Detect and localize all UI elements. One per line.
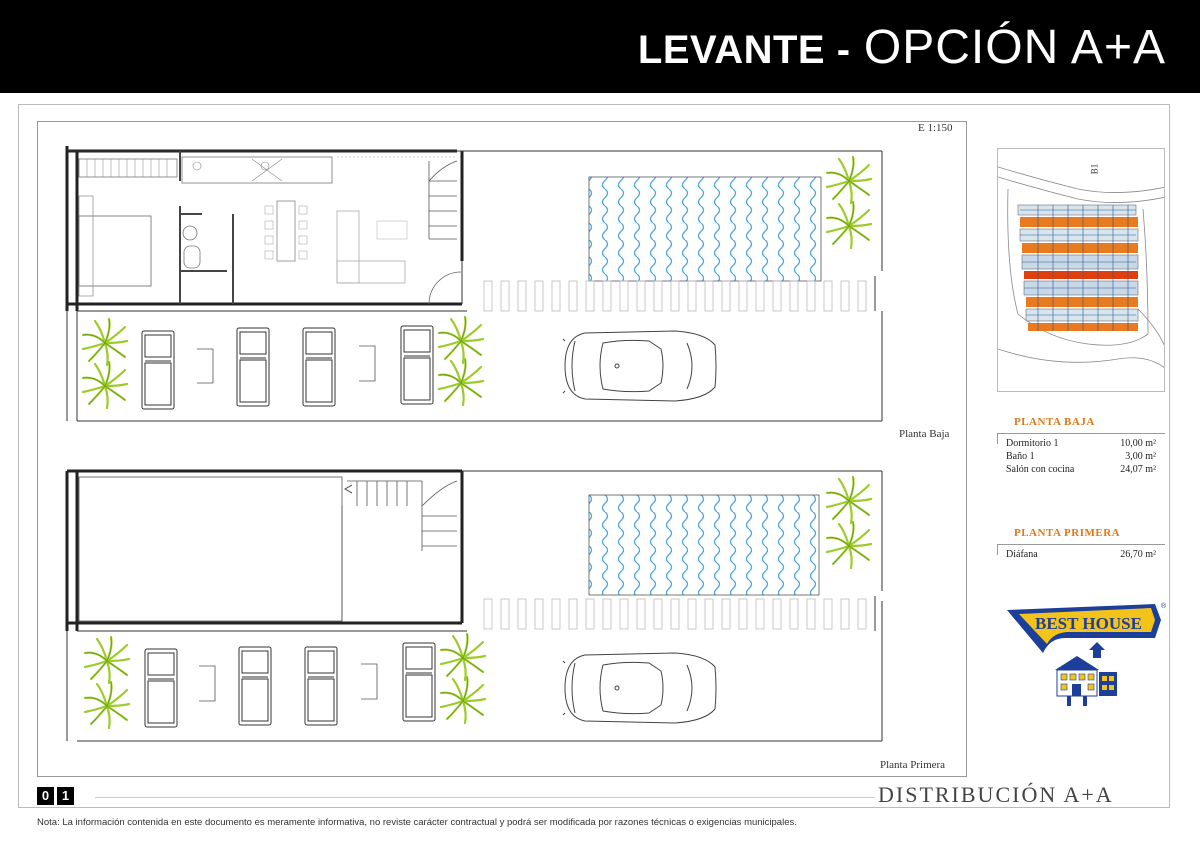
- logo-text: BEST HOUSE: [1035, 614, 1142, 633]
- page-digit: 0: [37, 787, 54, 805]
- ground-floor-label: Planta Baja: [899, 428, 950, 440]
- ground-floor-areas-title: PLANTA BAJA: [1014, 416, 1095, 428]
- floor-plan-drawing: [37, 121, 967, 777]
- divider-tick: [997, 545, 998, 555]
- divider-tick: [997, 434, 998, 444]
- first-floor-areas-title: PLANTA PRIMERA: [1014, 527, 1121, 539]
- ground-floor-plan: [67, 146, 882, 421]
- page-digit: 1: [57, 787, 74, 805]
- scale-label: E 1:150: [918, 122, 953, 134]
- best-house-logo: [1005, 598, 1170, 713]
- area-name: Baño 1: [1006, 451, 1035, 462]
- area-name: Dormitorio 1: [1006, 438, 1059, 449]
- block-label: B1: [1089, 163, 1100, 175]
- page-number: [37, 787, 74, 805]
- area-name: Salón con cocina: [1006, 464, 1075, 475]
- footer-divider: [95, 797, 875, 798]
- title-light: OPCIÓN A+A: [863, 21, 1166, 74]
- area-value: 3,00 m²: [1125, 451, 1156, 462]
- title-bold: LEVANTE -: [637, 28, 851, 72]
- location-map: [997, 148, 1165, 392]
- logo-registered-mark: ®: [1161, 603, 1167, 610]
- area-value: 26,70 m²: [1120, 549, 1156, 560]
- first-floor-plan: [67, 471, 882, 741]
- area-value: 10,00 m²: [1120, 438, 1156, 449]
- page-header: [0, 0, 1200, 93]
- disclaimer-note: Nota: La información contenida en este documento es meramente informativa, no reviste carácter contractual y podrá ser modificada por razones técnicas o exigencias municipales.: [37, 817, 797, 828]
- page-title: [638, 18, 1166, 80]
- distribution-title: DISTRIBUCIÓN A+A: [878, 782, 1114, 807]
- site-plan-drawing: [998, 149, 1165, 392]
- divider: [997, 544, 1165, 545]
- area-name: Diáfana: [1006, 549, 1038, 560]
- divider: [997, 433, 1165, 434]
- area-value: 24,07 m²: [1120, 464, 1156, 475]
- logo-graphic: [1005, 598, 1170, 708]
- first-floor-label: Planta Primera: [880, 759, 946, 771]
